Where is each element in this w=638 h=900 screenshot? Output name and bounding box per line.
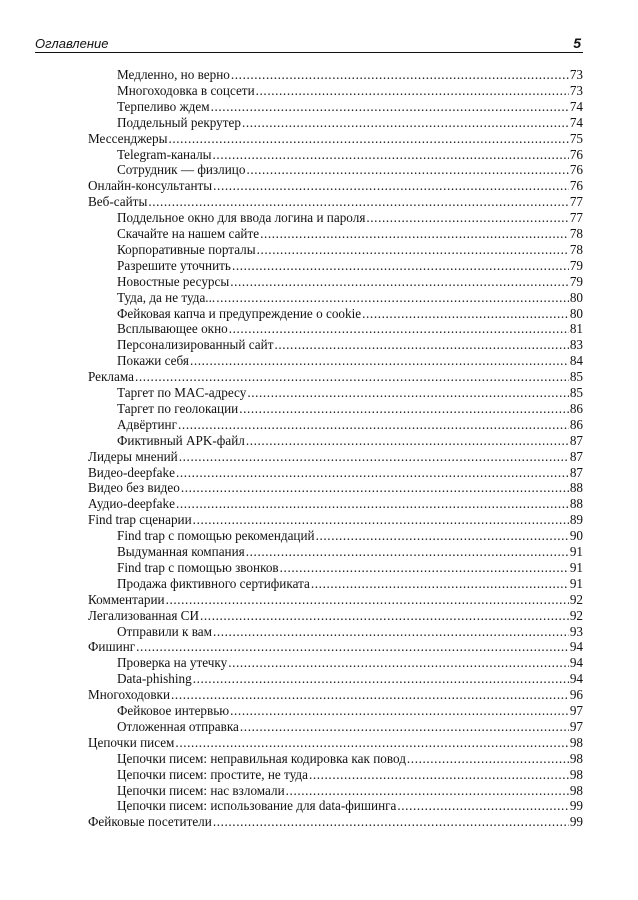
toc-entry-page: 94 [569, 671, 583, 687]
toc-entry-page: 94 [569, 639, 583, 655]
toc-subsection-entry[interactable] [117, 353, 583, 369]
dot-leader [257, 242, 569, 258]
dot-leader [286, 783, 569, 799]
toc-section-entry[interactable] [88, 608, 583, 624]
toc-entry-title: Фейковые посетители [88, 814, 212, 830]
toc-entry-page: 76 [569, 162, 583, 178]
dot-leader [175, 735, 568, 751]
toc-subsection-entry[interactable] [117, 544, 583, 560]
toc-entry-page: 74 [569, 114, 583, 130]
toc-subsection-entry[interactable] [117, 417, 583, 433]
toc-section-entry[interactable] [88, 369, 583, 385]
toc-entry-title: Проверка на утечку [117, 655, 228, 671]
toc-entry-title: Онлайн-консультанты [88, 178, 213, 194]
toc-section-entry[interactable] [88, 194, 583, 210]
dot-leader [231, 67, 569, 83]
toc-entry-title: Find trap с помощью звонков [117, 559, 279, 575]
toc-entry-page: 98 [569, 782, 583, 798]
toc-entry-title: Персонализированный сайт [117, 337, 274, 353]
toc-entry-title: Telegram-каналы [117, 146, 212, 162]
toc-entry-title: Многоходовка в соцсети [117, 82, 255, 98]
toc-section-entry[interactable] [88, 735, 583, 751]
toc-subsection-entry[interactable] [117, 798, 583, 814]
toc-subsection-entry[interactable] [117, 433, 583, 449]
toc-entry-page: 75 [569, 130, 583, 146]
toc-entry-page: 80 [569, 289, 583, 305]
dot-leader [213, 147, 569, 163]
toc-section-entry[interactable] [88, 687, 583, 703]
toc-entry-title: Поддельное окно для ввода логина и пароля [117, 210, 366, 226]
toc-section-entry[interactable] [88, 496, 583, 512]
toc-entry-page: 85 [569, 369, 583, 385]
toc-entry-page: 93 [569, 623, 583, 639]
toc-entry-page: 79 [569, 257, 583, 273]
toc-entry-page: 86 [569, 400, 583, 416]
dot-leader [362, 306, 569, 322]
toc-entry-title: Реклама [88, 369, 134, 385]
toc-entry-title: Легализованная СИ [88, 607, 200, 623]
toc-subsection-entry[interactable] [117, 290, 583, 306]
toc-entry-page: 89 [569, 512, 583, 528]
toc-entry-page: 76 [569, 178, 583, 194]
toc-subsection-entry[interactable] [117, 385, 583, 401]
toc-entry-page: 97 [569, 703, 583, 718]
dot-leader [256, 83, 569, 99]
toc-entry-page: 87 [569, 448, 583, 464]
toc-entry-page: 92 [569, 591, 583, 607]
toc-entry-page: 77 [569, 194, 583, 210]
dot-leader [213, 178, 569, 194]
toc-entry-title: Аудио-deepfake [88, 496, 175, 512]
dot-leader [274, 337, 568, 353]
toc-entry-page: 83 [569, 337, 583, 353]
toc-subsection-entry[interactable] [117, 528, 583, 544]
toc-entry-page: 91 [569, 544, 583, 559]
toc-entry-title: Видео-deepfake [88, 464, 175, 480]
dot-leader [136, 639, 569, 655]
toc-section-entry[interactable] [88, 449, 583, 465]
toc-subsection-entry[interactable] [117, 147, 583, 163]
toc-entry-page: 99 [569, 798, 583, 814]
dot-leader [246, 162, 568, 178]
toc-entry-page: 94 [569, 655, 583, 671]
dot-leader [280, 560, 569, 576]
toc-entry-title: Многоходовки [88, 687, 171, 703]
dot-leader [242, 115, 569, 131]
toc-entry-page: 98 [569, 734, 583, 750]
dot-leader [213, 624, 569, 640]
toc-subsection-entry[interactable] [117, 401, 583, 417]
toc-entry-title: Покажи себя [117, 353, 189, 369]
dot-leader [230, 703, 569, 719]
dot-leader [230, 274, 569, 290]
toc-entry-title: Цепочки писем: использование для data-фишинга [117, 798, 397, 814]
toc-entry-title: Терпеливо ждем [117, 98, 210, 114]
dot-leader [179, 449, 569, 465]
toc-entry-page: 78 [569, 241, 583, 257]
toc-entry-title: Лидеры мнений [88, 448, 178, 464]
toc-entry-page: 97 [569, 718, 583, 734]
dot-leader [407, 751, 569, 767]
toc-subsection-entry[interactable] [117, 624, 583, 640]
toc-subsection-entry[interactable] [117, 99, 583, 115]
dot-leader [176, 465, 569, 481]
toc-entry-page: 98 [569, 766, 583, 782]
toc-section-entry[interactable] [88, 480, 583, 496]
dot-leader [135, 369, 569, 385]
toc-entry-title: Поддельный рекрутер [117, 114, 241, 130]
toc-entry-page: 77 [569, 210, 583, 226]
dot-leader [232, 258, 569, 274]
toc-entry-page: 91 [569, 559, 583, 575]
running-header [35, 35, 583, 53]
dot-leader [229, 321, 569, 337]
toc-section-entry[interactable] [88, 131, 583, 147]
toc-subsection-entry[interactable] [117, 767, 583, 783]
toc-entry-page: 86 [569, 416, 583, 432]
dot-leader [178, 417, 569, 433]
dot-leader [193, 512, 569, 528]
toc-entry-title: Адвёртинг [117, 416, 178, 432]
toc-subsection-entry[interactable] [117, 337, 583, 353]
toc-entry-page: 73 [569, 67, 583, 82]
dot-leader [193, 671, 569, 687]
toc-entry-page: 85 [569, 385, 583, 400]
toc-subsection-entry[interactable] [117, 115, 583, 131]
toc-entry-title: Новостные ресурсы [117, 273, 230, 289]
toc-section-entry[interactable] [88, 814, 583, 830]
toc-entry-title: Видео без видео [88, 480, 180, 496]
toc-entry-page: 91 [569, 575, 583, 591]
dot-leader [316, 528, 569, 544]
toc-entry-title: Фейковое интервью [117, 703, 230, 718]
dot-leader [239, 401, 569, 417]
dot-leader [176, 496, 569, 512]
toc-entry-title: Data-phishing [117, 671, 192, 687]
toc-entry-title: Корпоративные порталы [117, 241, 256, 257]
toc-entry-page: 76 [569, 146, 583, 162]
toc-entry-page: 79 [569, 273, 583, 289]
toc-entry-title: Веб-сайты [88, 194, 148, 210]
dot-leader [228, 655, 569, 671]
toc-entry-title: Медленно, но верно [117, 67, 230, 82]
toc-entry-page: 87 [569, 432, 583, 448]
toc-subsection-entry[interactable] [117, 671, 583, 687]
toc-entry-title: Таргет по MAC-адресу [117, 385, 247, 400]
toc-subsection-entry[interactable] [117, 83, 583, 99]
toc-entry-page: 81 [569, 321, 583, 337]
dot-leader [166, 592, 569, 608]
toc-entry-title: Фиктивный APK-файл [117, 432, 245, 448]
toc-subsection-entry[interactable] [117, 655, 583, 671]
header-title: Оглавление [35, 36, 109, 51]
toc-section-entry[interactable] [88, 465, 583, 481]
toc-entry-page: 99 [569, 814, 583, 830]
toc-section-entry[interactable] [88, 639, 583, 655]
toc-entry-title: Find trap сценарии [88, 512, 192, 528]
toc-section-entry[interactable] [88, 178, 583, 194]
toc-entry-title: Туда, да не туда... [117, 289, 216, 305]
toc-entry-title: Разрешите уточнить [117, 257, 231, 273]
dot-leader [148, 194, 569, 210]
toc-entry-page: 92 [569, 607, 583, 623]
toc-entry-title: Скачайте на нашем сайте [117, 226, 260, 241]
toc-entry-title: Таргет по геолокации [117, 400, 239, 416]
toc-entry-title: Мессенджеры [88, 130, 168, 146]
dot-leader [240, 719, 569, 735]
toc-subsection-entry[interactable] [117, 783, 583, 799]
toc-entry-title: Отправили к вам [117, 623, 212, 639]
toc-entry-title: Сотрудник — физлицо [117, 162, 246, 178]
toc-subsection-entry[interactable] [117, 226, 583, 242]
dot-leader [246, 433, 569, 449]
toc-entry-page: 98 [569, 750, 583, 766]
dot-leader [247, 385, 568, 401]
toc-entry-title: Цепочки писем [88, 734, 175, 750]
dot-leader [309, 767, 569, 783]
toc-entry-title: Всплывающее окно [117, 321, 228, 337]
toc-entry-page: 78 [569, 226, 583, 241]
toc-subsection-entry[interactable] [117, 274, 583, 290]
dot-leader [211, 99, 569, 115]
toc-entry-page: 74 [569, 98, 583, 114]
dot-leader [311, 576, 569, 592]
dot-leader [216, 290, 569, 306]
dot-leader [246, 544, 569, 560]
dot-leader [181, 480, 569, 496]
toc-entry-title: Отложенная отправка [117, 718, 239, 734]
toc-subsection-entry[interactable] [117, 258, 583, 274]
toc-subsection-entry[interactable] [117, 321, 583, 337]
toc-entry-page: 87 [569, 464, 583, 480]
toc-section-entry[interactable] [88, 512, 583, 528]
toc-subsection-entry[interactable] [117, 210, 583, 226]
toc-subsection-entry[interactable] [117, 242, 583, 258]
dot-leader [213, 814, 569, 830]
dot-leader [397, 798, 568, 814]
toc-entry-page: 88 [569, 480, 583, 496]
toc-subsection-entry[interactable] [117, 560, 583, 576]
toc-entry-title: Продажа фиктивного сертификата [117, 575, 310, 591]
toc-entry-page: 96 [569, 687, 583, 703]
toc-entry-page: 73 [569, 82, 583, 98]
toc-subsection-entry[interactable] [117, 751, 583, 767]
toc-entry-page: 80 [569, 305, 583, 321]
toc-subsection-entry[interactable] [117, 162, 583, 178]
dot-leader [168, 131, 568, 147]
toc-entry-title: Цепочки писем: неправильная кодировка как повод [117, 750, 406, 766]
toc-entry-page: 84 [569, 353, 583, 369]
toc-section-entry[interactable] [88, 592, 583, 608]
toc-entry-page: 90 [569, 528, 583, 544]
toc-entry-title: Цепочки писем: нас взломали [117, 782, 285, 798]
dot-leader [200, 608, 569, 624]
toc-subsection-entry[interactable] [117, 576, 583, 592]
toc-entry-title: Комментарии [88, 591, 165, 607]
toc-entry-title: Выдуманная компания [117, 544, 245, 559]
dot-leader [190, 353, 569, 369]
toc-entry-title: Find trap с помощью рекомендаций [117, 528, 315, 544]
toc-entry-title: Цепочки писем: простите, не туда [117, 766, 308, 782]
toc-entry-title: Фейковая капча и предупреждение о cookie [117, 305, 362, 321]
toc-subsection-entry[interactable] [117, 719, 583, 735]
dot-leader [366, 210, 568, 226]
toc-entry-title: Фишинг [88, 639, 136, 655]
dot-leader [171, 687, 569, 703]
page-number: 5 [573, 35, 581, 51]
toc-subsection-entry[interactable] [117, 703, 583, 719]
toc-entry-page: 88 [569, 496, 583, 512]
dot-leader [260, 226, 569, 242]
toc-subsection-entry[interactable] [117, 306, 583, 322]
toc-subsection-entry[interactable] [117, 67, 583, 83]
